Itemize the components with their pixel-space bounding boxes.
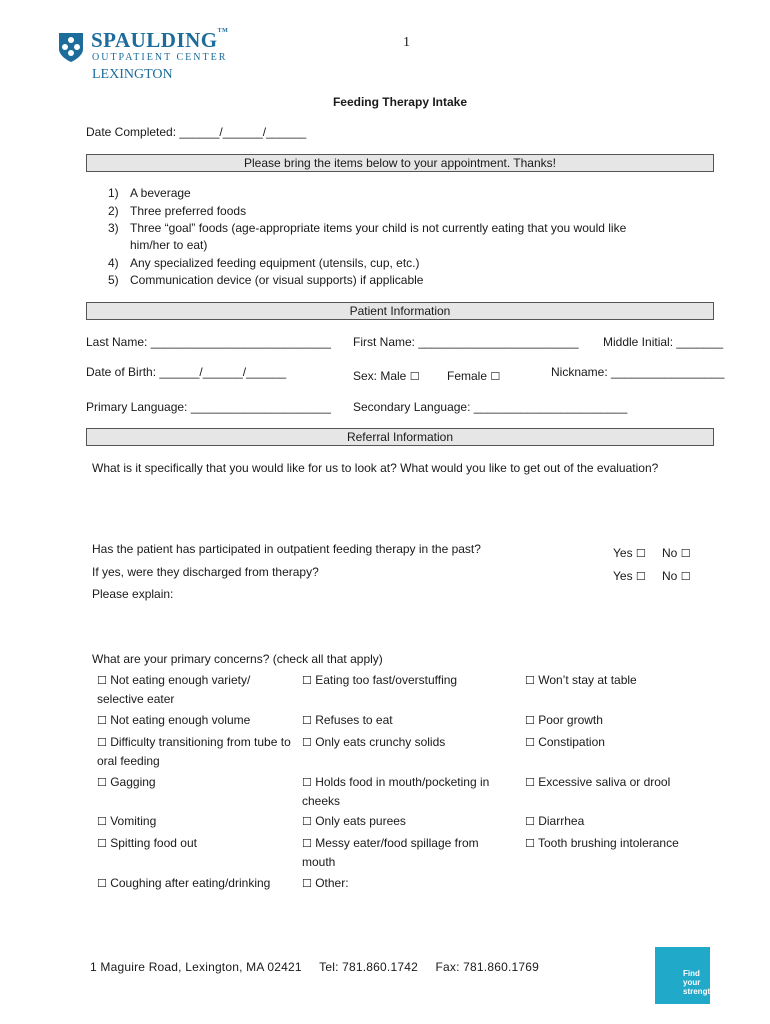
concern-option[interactable] — [97, 711, 297, 730]
checkbox-icon[interactable]: ☐ — [409, 370, 420, 383]
concern-label: Holds food in mouth/pocketing in cheeks — [302, 775, 490, 808]
badge-line: strength. — [683, 987, 718, 996]
date-completed-field[interactable]: Date Completed: ______/______/______ — [86, 125, 307, 139]
checkbox-icon[interactable]: ☐ — [635, 547, 646, 560]
checkbox-icon[interactable]: ☐ — [97, 837, 107, 850]
last-name-field[interactable]: Last Name: ___________________________ — [86, 335, 331, 349]
concern-option[interactable] — [302, 834, 502, 871]
concern-label: Diarrhea — [538, 814, 585, 828]
concern-option[interactable] — [97, 671, 297, 708]
concern-option[interactable] — [525, 671, 725, 690]
checkbox-icon[interactable]: ☐ — [302, 714, 312, 727]
badge-line: your — [683, 978, 701, 987]
first-name-field[interactable]: First Name: ________________________ — [353, 335, 579, 349]
checkbox-icon[interactable]: ☐ — [302, 837, 312, 850]
concern-option[interactable] — [525, 773, 725, 792]
logo-subtitle: OUTPATIENT CENTER — [92, 52, 228, 63]
past-therapy-question: Has the patient has participated in outpatient feeding therapy in the past? — [92, 542, 481, 556]
concern-label: Poor growth — [538, 713, 603, 727]
checkbox-icon[interactable]: ☐ — [302, 815, 312, 828]
concern-option[interactable] — [302, 733, 502, 752]
concern-label: Not eating enough variety/ selective eater — [97, 673, 251, 706]
concern-option[interactable] — [525, 711, 725, 730]
checkbox-icon[interactable]: ☐ — [525, 837, 535, 850]
concern-label: Refuses to eat — [315, 713, 393, 727]
concern-label: Excessive saliva or drool — [538, 775, 671, 789]
concern-label: Not eating enough volume — [110, 713, 251, 727]
concern-label: Constipation — [538, 735, 605, 749]
concern-option[interactable] — [97, 773, 297, 792]
checkbox-icon[interactable]: ☐ — [97, 815, 107, 828]
concern-option[interactable] — [97, 733, 297, 770]
logo-tm: TM — [217, 28, 229, 34]
checkbox-icon[interactable]: ☐ — [525, 714, 535, 727]
logo-name: SPAULDING™ — [91, 28, 229, 52]
checkbox-icon[interactable]: ☐ — [635, 570, 646, 583]
date-of-birth-field[interactable]: Date of Birth: ______/______/______ — [86, 365, 287, 379]
checkbox-icon[interactable]: ☐ — [525, 815, 535, 828]
bring-items-banner: Please bring the items below to your appointment. Thanks! — [86, 154, 714, 172]
checkbox-icon[interactable]: ☐ — [97, 877, 107, 890]
concern-option[interactable] — [525, 733, 725, 752]
form-title: Feeding Therapy Intake — [332, 95, 468, 109]
concern-label: Difficulty transitioning from tube to oral feeding — [97, 735, 291, 768]
patient-information-banner: Patient Information — [86, 302, 714, 320]
find-your-strength-badge — [655, 947, 718, 1004]
concern-label: Eating too fast/overstuffing — [315, 673, 458, 687]
spaulding-shield-logo-icon — [57, 31, 85, 64]
middle-initial-field[interactable]: Middle Initial: _______ — [603, 335, 724, 349]
concern-option[interactable] — [302, 874, 502, 893]
checkbox-icon[interactable]: ☐ — [302, 736, 312, 749]
checkbox-icon[interactable]: ☐ — [302, 674, 312, 687]
concern-label: Gagging — [110, 775, 156, 789]
checkbox-icon[interactable]: ☐ — [97, 736, 107, 749]
checkbox-icon[interactable]: ☐ — [490, 370, 501, 383]
concern-option[interactable] — [97, 812, 297, 831]
footer-fax: Fax: 781.860.1769 — [435, 960, 539, 974]
checkbox-icon[interactable]: ☐ — [680, 547, 691, 560]
concern-label: Coughing after eating/drinking — [110, 876, 271, 890]
checkbox-icon[interactable]: ☐ — [97, 674, 107, 687]
checkbox-icon[interactable]: ☐ — [302, 877, 312, 890]
page-number: 1 — [403, 35, 410, 50]
concern-label: Spitting food out — [110, 836, 197, 850]
discharged-question: If yes, were they discharged from therapy? — [92, 565, 319, 579]
concern-label: Won’t stay at table — [538, 673, 637, 687]
checkbox-icon[interactable]: ☐ — [302, 776, 312, 789]
concern-label: Only eats purees — [315, 814, 406, 828]
discharged-yes-option[interactable]: Yes ☐ — [613, 569, 646, 583]
past-therapy-no-option[interactable]: No ☐ — [662, 546, 691, 560]
checkbox-icon[interactable]: ☐ — [525, 776, 535, 789]
concern-label: Messy eater/food spillage from mouth — [302, 836, 479, 869]
badge-line: Find — [683, 969, 700, 978]
footer-contact — [90, 960, 553, 974]
concern-label: Only eats crunchy solids — [315, 735, 446, 749]
evaluation-goal-question: What is it specifically that you would like for us to look at? What would you like to get out of the evaluation? — [92, 461, 659, 475]
sex-female-option[interactable]: Female ☐ — [447, 369, 501, 383]
checkbox-icon[interactable]: ☐ — [680, 570, 691, 583]
checkbox-icon[interactable]: ☐ — [97, 776, 107, 789]
please-explain-label: Please explain: — [92, 587, 174, 601]
discharged-no-option[interactable]: No ☐ — [662, 569, 691, 583]
nickname-field[interactable]: Nickname: _________________ — [551, 365, 725, 379]
primary-language-field[interactable]: Primary Language: _____________________ — [86, 400, 331, 414]
concern-option[interactable] — [302, 773, 502, 810]
concerns-heading: What are your primary concerns? (check all that apply) — [92, 652, 383, 666]
checkbox-icon[interactable]: ☐ — [97, 714, 107, 727]
checkbox-icon[interactable]: ☐ — [525, 674, 535, 687]
concern-label: Tooth brushing intolerance — [538, 836, 679, 850]
concern-option[interactable] — [525, 812, 725, 831]
past-therapy-yes-option[interactable]: Yes ☐ — [613, 546, 646, 560]
referral-information-banner: Referral Information — [86, 428, 714, 446]
concern-option[interactable] — [97, 874, 297, 893]
sex-male-option[interactable]: Sex: Male ☐ — [353, 369, 420, 383]
logo-city: LEXINGTON — [92, 67, 173, 82]
concern-option[interactable] — [302, 812, 502, 831]
footer-address: 1 Maguire Road, Lexington, MA 02421 — [90, 960, 302, 974]
concern-option[interactable] — [525, 834, 725, 853]
checkbox-icon[interactable]: ☐ — [525, 736, 535, 749]
secondary-language-field[interactable]: Secondary Language: _______________________ — [353, 400, 628, 414]
concern-label: Vomiting — [110, 814, 157, 828]
footer-tel: Tel: 781.860.1742 — [319, 960, 418, 974]
concern-option[interactable] — [302, 671, 502, 690]
concern-option[interactable] — [302, 711, 502, 730]
concern-label: Other: — [315, 876, 349, 890]
concern-option[interactable] — [97, 834, 297, 853]
